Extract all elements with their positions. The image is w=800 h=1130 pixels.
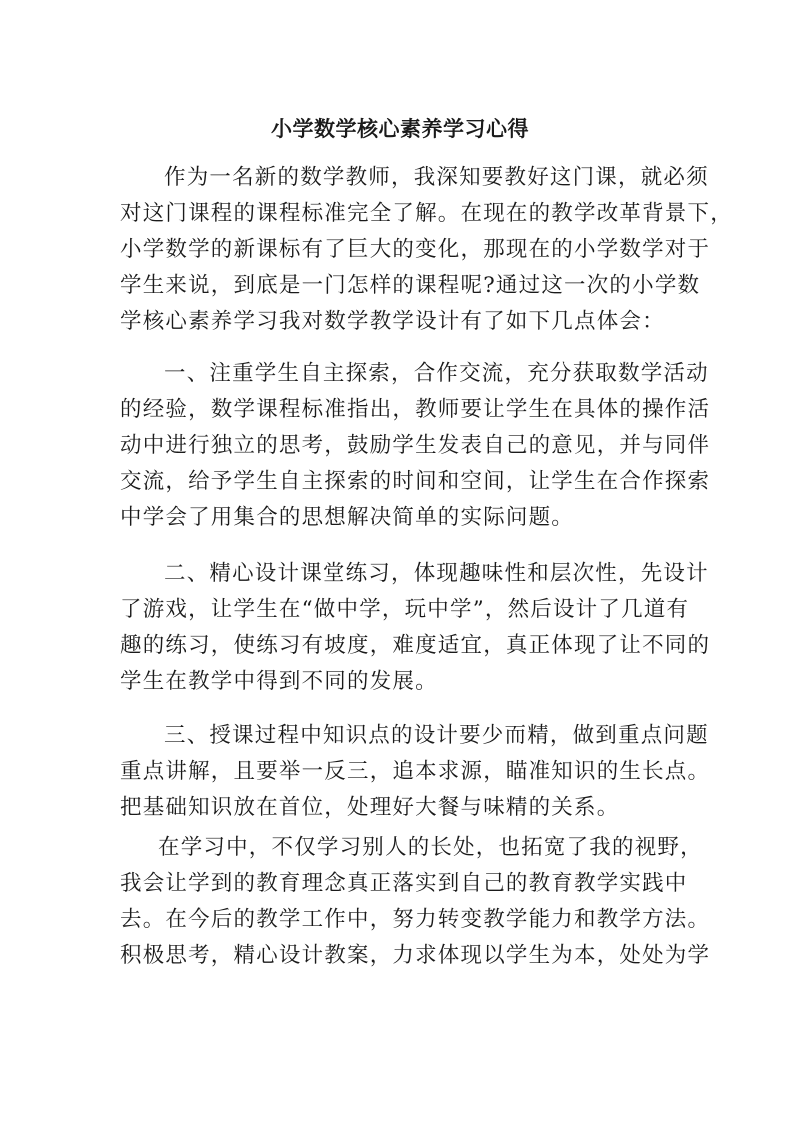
text-line: 动中进行独立的思考，鼓励学生发表自己的意见，并与同伴 — [120, 433, 711, 458]
text-line: 重点讲解，且要举一反三，追本求源，瞄准知识的生长点。 — [120, 759, 711, 784]
text-line: 一、注重学生自主探索，合作交流，充分获取数学活动 — [164, 361, 709, 386]
text-line: 小学数学的新课标有了巨大的变化，那现在的小学数学对于 — [120, 237, 711, 262]
text-line: 对这门课程的课程标准完全了解。在现在的教学改革背景下， — [120, 201, 733, 226]
text-line: 学核心素养学习我对数学教学设计有了如下几点体会： — [120, 309, 665, 334]
text-line: 趣的练习，使练习有坡度，难度适宜，真正体现了让不同的 — [120, 633, 711, 658]
text-line: 作为一名新的数学教师，我深知要教好这门课，就必须 — [164, 165, 709, 190]
text-line: 二、精心设计课堂练习，体现趣味性和层次性，先设计 — [164, 561, 709, 586]
paragraph-intro — [120, 160, 733, 340]
text-line: 中学会了用集合的思想解决简单的实际问题。 — [120, 505, 575, 530]
paragraph-point-three — [120, 718, 711, 826]
text-line: 积极思考，精心设计教案，力求体现以学生为本，处处为学 — [120, 943, 711, 968]
document-title: 小学数学核心素养学习心得 — [271, 117, 529, 141]
text-line: 我会让学到的教育理念真正落实到自己的教育教学实践中 — [120, 871, 688, 896]
paragraph-point-two — [120, 556, 711, 700]
text-line: 在学习中，不仅学习别人的长处，也拓宽了我的视野， — [158, 835, 703, 860]
paragraph-point-one — [120, 356, 711, 536]
text-line: 三、授课过程中知识点的设计要少而精，做到重点问题 — [164, 723, 709, 748]
text-line: 学生在教学中得到不同的发展。 — [120, 669, 438, 694]
text-line: 的经验，数学课程标准指出，教师要让学生在具体的操作活 — [120, 397, 711, 422]
text-line: 了游戏，让学生在“做中学，玩中学”，然后设计了几道有 — [120, 597, 690, 622]
text-line: 去。在今后的教学工作中，努力转变教学能力和教学方法。 — [120, 907, 711, 932]
text-line: 交流，给予学生自主探索的时间和空间，让学生在合作探索 — [120, 469, 711, 494]
paragraph-conclusion — [120, 830, 711, 974]
text-line: 把基础知识放在首位，处理好大餐与味精的关系。 — [120, 795, 620, 820]
text-line: 学生来说，到底是一门怎样的课程呢?通过这一次的小学数 — [120, 273, 701, 298]
